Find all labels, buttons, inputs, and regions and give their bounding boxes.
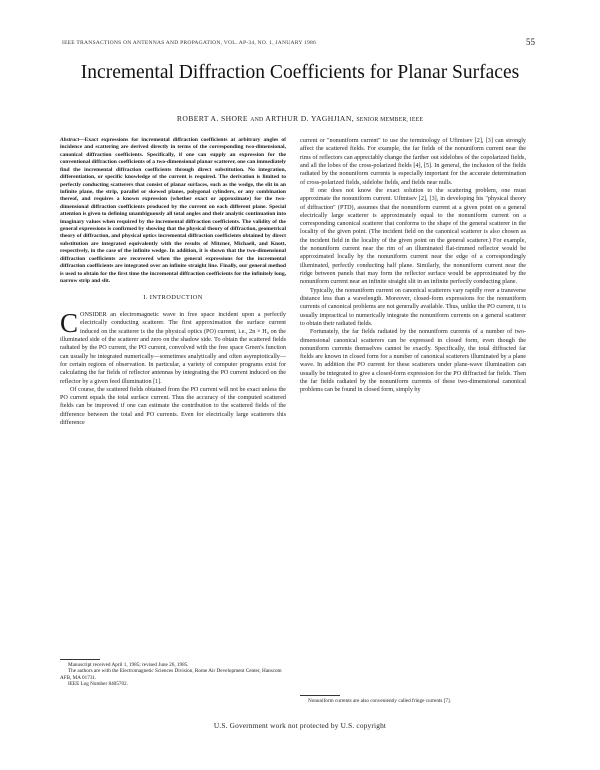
intro-paragraph-2: Of course, the scattered fields obtained from the PO current will not be exact unless the PO current equals the total surface current. Thus the accuracy of the computed scattered fields can be improved if one can estimate the contribution to the scattered fields of the difference between the total and PO currents. Even for electrically large scatterers this difference bbox=[60, 386, 286, 427]
abstract-lead: Abstract— bbox=[60, 137, 85, 143]
footnote-affiliation: The authors are with the Electromagnetic Sciences Division, Rome Air Development Center, Hanscom AFB, MA 01731. bbox=[60, 668, 282, 681]
footnote-rule-right bbox=[300, 695, 340, 696]
second-author: ARTHUR D. YAGHJIAN, bbox=[265, 114, 355, 123]
author-conjunction: AND bbox=[250, 117, 264, 123]
footnote-right: Nonuniform currents are also conveniently called fringe currents [7]. bbox=[308, 698, 452, 704]
drop-cap: C bbox=[60, 308, 79, 338]
author-line bbox=[60, 114, 540, 123]
footnote-rule-left bbox=[60, 659, 100, 660]
right-paragraph-3: Typically, the nonuniform current on canonical scatterers vary rapidly over a transverse distance less than a wavelength. Moreover, closed-form expressions for the nonuniform currents of canonical problems are not generally available. Thus, unlike the PO current, it is usually impractical to numerically integrate the nonuniform currents on a general scatterer to obtain their radiated fields. bbox=[300, 287, 526, 327]
footnote-received: Manuscript received April 1, 1985; revised June 26, 1985. bbox=[68, 662, 189, 668]
running-head: IEEE TRANSACTIONS ON ANTENNAS AND PROPAGATION, VOL. AP-34, NO. 1, JANUARY 1986 bbox=[62, 40, 316, 46]
section-heading-introduction: I. INTRODUCTION bbox=[143, 294, 203, 301]
right-paragraph-4: Fortunately, the far fields radiated by the nonuniform currents of a number of two-dimensional canonical scatterers can be expressed in closed form, even though the nonuniform currents themselves cannot be exactly. Specifically, the total diffracted far fields are known in closed form for a number of canonical scatterers illuminated by a plane wave. In addition the PO current for these scatterers under plane-wave illumination can usually be integrated to give a closed-form expression for the PO diffracted far fields. Then the far fields radiated by the nonuniform currents of these two-dimensional canonical problems can be found in closed form, simply by bbox=[300, 329, 526, 394]
footnote-left bbox=[60, 662, 286, 688]
right-paragraph-2: If one does not know the exact solution to the scattering problem, one must approximate the nonuniform current. Ufimtsev [2], [3], in developing his "physical theory of diffraction" (PTD), assumes that the nonuniform current at a given point on a general electrically large scatterer is approximately equal to the nonuniform current on a corresponding canonical scatterer that conforms to the shape of the general scatterer in the locality of the given point. (The incident field on the canonical scatterer is also chosen as the incident field in the locality of the given point on the general scatterer.) For example, the nonuniform current near the rim of an illuminated flat-rimmed reflector would be approximated locally by the nonuniform current near the edge of a correspondingly illuminated, perfectly conducting half plane. Similarly, the nonuniform current near the ridge between panels that may form the reflector surface would be approximated by the nonuniform current near an infinite straight slit in an infinite perfectly conducting plane. bbox=[300, 187, 526, 286]
right-paragraph-1: current or "nonuniform current" to use the terminology of Ufimtsev [2], [3] can strongly affect the scattered fields. For example, the far fields of the nonuniform current near the rims of reflectors can appreciably change the farther out sidelobes of the copolarized fields, and all the lobes of the cross-polarized fields [4], [5]. In general, the inclusion of the fields radiated by the nonuniform currents is especially important for the accurate determination of cross-polarized fields, sidelobe fields, and fields near nulls. bbox=[300, 138, 526, 186]
first-author: ROBERT A. SHORE bbox=[176, 114, 248, 123]
abstract-text: Exact expressions for incremental diffraction coefficients at arbitrary angles of incidence and scattering are derived directly in terms of the corresponding two-dimensional, canonical diffraction coefficients. Specifically, if one can supply an expression for the conventional diffraction coefficients of a two-dimensional planar scatterer, one can immediately find the incremental diffraction coefficients through direct substitution. No integration, differentiation, or specific knowledge of the current is required. The derivation is limited to perfectly conducting scatterers that consist of planar surfaces, such as the wedge, the slit in an infinite plane, the strip, parallel or skewed planes, polygonal cylinders, or any combination thereof, and requires a known expression (whether exact or approximate) for the two-dimensional diffraction coefficients produced by the current on each different plane. Special attention is given to defining unambiguously all total angles and their analytic continuation into imaginary values when required by the incremental diffraction coefficients. The validity of the general expressions is confirmed by showing that the physical theory of diffraction, geometrical theory of diffraction, and physical optics incremental diffraction coefficients obtained by direct substitution are integrated equivalently with the results of Mitzner, Michaeli, and Knott, respectively, in the case of the infinite wedge. In addition, it is shown that the two-dimensional diffraction coefficients are recovered when the general expressions for the incremental diffraction coefficients are integrated over an infinite straight line. Finally, our general method is used to obtain for the first time the incremental diffraction coefficients for the infinitely long, narrow strip and slit. bbox=[60, 137, 286, 285]
intro-paragraph-1 bbox=[60, 308, 286, 386]
author-affiliation: SENIOR MEMBER, IEEE bbox=[356, 117, 424, 123]
right-column-body bbox=[300, 137, 526, 395]
introduction-body bbox=[60, 308, 286, 427]
footnote-log-number: IEEE Log Number 8405702. bbox=[68, 681, 128, 688]
abstract bbox=[60, 137, 286, 285]
paper-title: Incremental Diffraction Coefficients for Planar Surfaces bbox=[80, 62, 520, 83]
copyright-notice: U.S. Government work not protected by U.S. copyright bbox=[213, 721, 387, 730]
intro-paragraph-1-text: ONSIDER an electromagnetic wave in free space incident upon a perfectly electrically conducting scatterer. The first approximation the surface current induced on the scatterer is the the physical optics (PO) current, i.e., 2n × H₀ on the illuminated side of the scatterer and zero on the shadow side. To obtain the scattered fields radiated by the PO current, the PO current, convolved with the free space Green's function can usually be integrated numerically—sometimes analytically and often asymptotically—for certain regions of observation. In particular, a variety of computer programs exist for calculating the far fields of reflector antennas by integrating the PO current induced on the reflector by a given feed illumination [1]. bbox=[60, 312, 286, 385]
page-number: 55 bbox=[526, 37, 535, 47]
